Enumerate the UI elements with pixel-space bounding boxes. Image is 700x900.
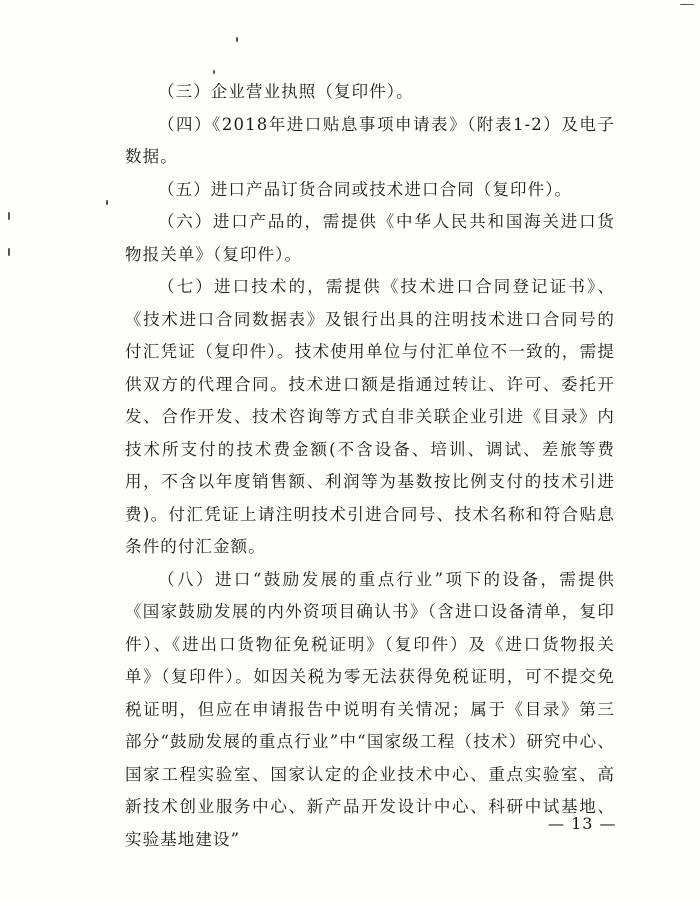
paragraph-4: （四）《2018年进口贴息事项申请表》（附表1-2）及电子数据。 [125,114,615,166]
paragraph-5: （五）进口产品订货合同或技术进口合同（复印件）。 [158,179,573,199]
page-number: — 13 — [548,814,617,833]
paragraph-7: （七）进口技术的，需提供《技术进口合同登记证书》、《技术进口合同数据表》及银行出具的注明技术进口合同号的付汇凭证（复印件）。技术使用单位与付汇单位不一致的，需提供双方的代理合同。技术进口额是指通过转让、许可、委托开发、合作开发、技术咨询等方式自非关联企业引进《目录》内技术所支付的技术费金额(不含设备、培训、调试、差旅等费用，不含以年度销售额、利润等为基数按比例支付的技术引进费)。付汇凭证上请注明技术引进合同号、技术名称和符合贴息条件的付汇金额。 [125,277,615,556]
document-body [125,76,615,856]
scan-speck [236,37,238,42]
scan-speck [213,70,215,74]
scan-speck [8,212,10,220]
scan-speck [680,4,694,5]
scan-speck [106,200,108,205]
paragraph-6: （六）进口产品的，需提供《中华人民共和国海关进口货物报关单》（复印件）。 [125,212,615,264]
paragraph-8: （八）进口“鼓励发展的重点行业”项下的设备，需提供《国家鼓励发展的内外资项目确认书》（含进口设备清单，复印件）、《进出口货物征免税证明》（复印件）及《进口货物报关单》（复印件）。如因关税为零无法获得免税证明，可不提交免税证明，但应在申请报告中说明有关情况；属于《目录》第三部分“鼓励发展的重点行业”中“国家级工程（技术）研究中心、国家工程实验室、国家认定的企业技术中心、重点实验室、高新技术创业服务中心、新产品开发设计中心、科研中试基地、实验基地建设” [125,569,615,849]
paragraph-3: （三）企业营业执照（复印件）。 [158,82,414,101]
scan-speck [8,248,10,256]
